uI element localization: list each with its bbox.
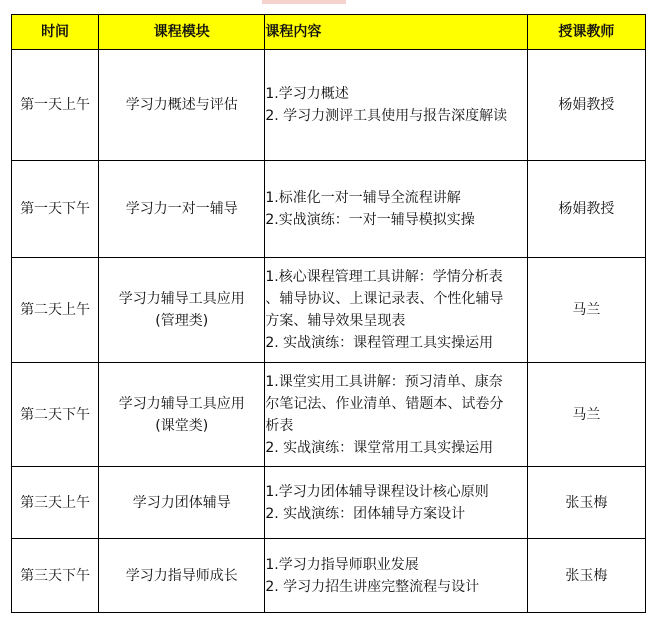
header-module: 课程模块 xyxy=(99,15,265,50)
module-line: 学习力辅导工具应用 xyxy=(118,395,245,412)
cell-content xyxy=(265,467,527,539)
cell-teacher: 张玉梅 xyxy=(527,539,645,613)
cell-teacher: 马兰 xyxy=(527,363,645,467)
cell-time: 第一天下午 xyxy=(12,161,99,258)
content-line: 析表 xyxy=(265,417,294,434)
content-line: 、辅导协议、上课记录表、个性化辅导 xyxy=(265,291,504,307)
module-line: (课堂类) xyxy=(155,417,209,434)
cell-content xyxy=(265,539,527,613)
cell-teacher: 马兰 xyxy=(527,258,645,363)
header-content: 课程内容 xyxy=(265,15,527,50)
module-line: 学习力指导师成长 xyxy=(125,567,238,584)
table-row xyxy=(12,258,646,363)
content-line: 2. 学习力招生讲座完整流程与设计 xyxy=(265,578,480,595)
module-line: (管理类) xyxy=(155,313,209,329)
module-line: 学习力概述与评估 xyxy=(125,97,238,113)
content-line: 2.实战演练：一对一辅导模拟实操 xyxy=(265,212,475,228)
cell-module xyxy=(99,363,265,467)
module-line: 学习力辅导工具应用 xyxy=(118,291,245,307)
cell-content xyxy=(265,363,527,467)
cell-module xyxy=(99,161,265,258)
content-line: 方案、辅导效果呈现表 xyxy=(265,313,406,329)
cell-teacher: 杨娟教授 xyxy=(527,161,645,258)
cell-content xyxy=(265,50,527,161)
table-row xyxy=(12,363,646,467)
table-row xyxy=(12,161,646,258)
module-line: 学习力一对一辅导 xyxy=(125,201,238,217)
cell-content xyxy=(265,258,527,363)
top-accent-bar xyxy=(262,0,346,4)
course-schedule-table xyxy=(11,14,646,613)
table-header-row xyxy=(12,15,646,50)
cell-teacher: 张玉梅 xyxy=(527,467,645,539)
content-line: 1.标准化一对一辅导全流程讲解 xyxy=(265,190,461,206)
header-teacher: 授课教师 xyxy=(527,15,645,50)
content-line: 1.学习力团体辅导课程设计核心原则 xyxy=(265,483,489,500)
content-line: 1.核心课程管理工具讲解：学情分析表 xyxy=(265,269,503,285)
content-line: 2. 学习力测评工具使用与报告深度解读 xyxy=(265,108,508,124)
content-line: 2. 实战演练：课程管理工具实操运用 xyxy=(265,335,494,351)
cell-time: 第二天上午 xyxy=(12,258,99,363)
table-row xyxy=(12,467,646,539)
content-line: 1.学习力指导师职业发展 xyxy=(265,556,419,573)
content-line: 尔笔记法、作业清单、错题本、试卷分 xyxy=(265,395,504,412)
cell-time: 第三天上午 xyxy=(12,467,99,539)
header-time: 时间 xyxy=(12,15,99,50)
cell-module xyxy=(99,467,265,539)
module-line: 学习力团体辅导 xyxy=(132,494,231,511)
content-line: 1.课堂实用工具讲解：预习清单、康奈 xyxy=(265,373,503,390)
cell-content xyxy=(265,161,527,258)
cell-time: 第三天下午 xyxy=(12,539,99,613)
table-row xyxy=(12,50,646,161)
cell-module xyxy=(99,539,265,613)
cell-module xyxy=(99,258,265,363)
cell-teacher: 杨娟教授 xyxy=(527,50,645,161)
cell-time: 第二天下午 xyxy=(12,363,99,467)
content-line: 2. 实战演练：团体辅导方案设计 xyxy=(265,505,466,522)
cell-module xyxy=(99,50,265,161)
cell-time: 第一天上午 xyxy=(12,50,99,161)
table-row xyxy=(12,539,646,613)
content-line: 2. 实战演练：课堂常用工具实操运用 xyxy=(265,439,494,456)
content-line: 1.学习力概述 xyxy=(265,86,349,102)
